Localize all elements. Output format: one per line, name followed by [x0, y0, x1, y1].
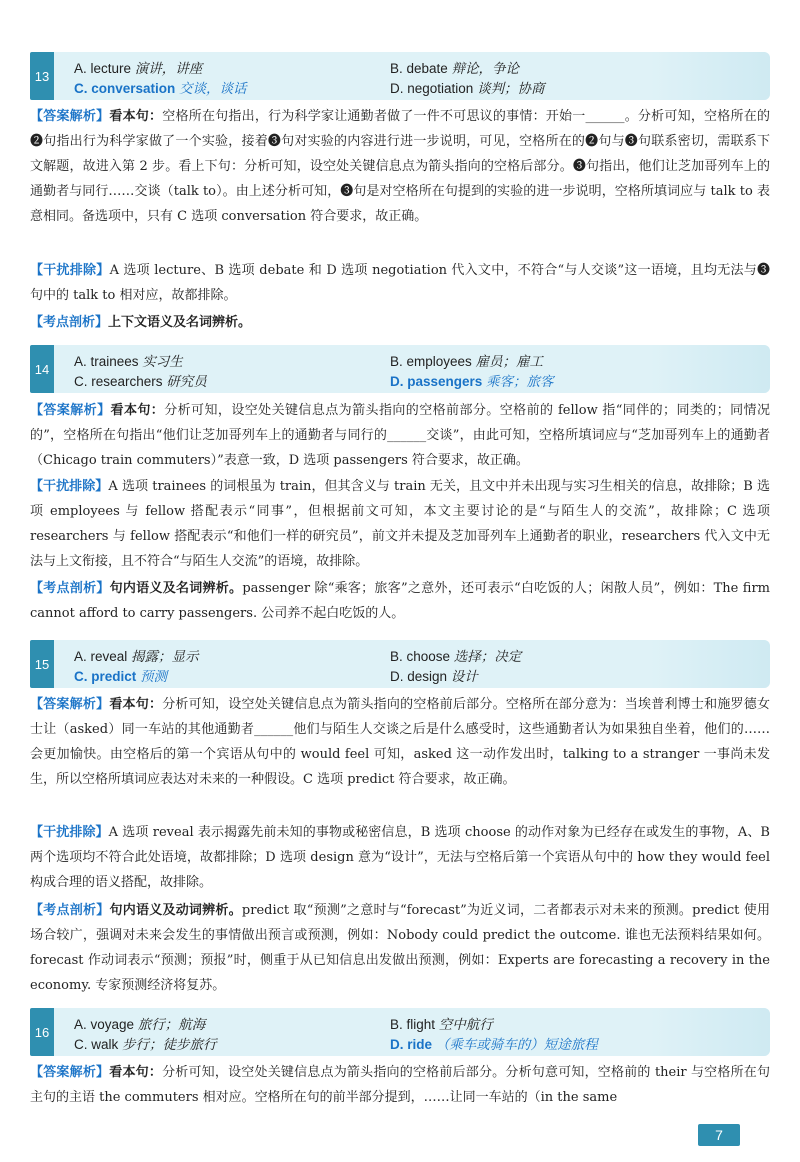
- question-number: 13: [30, 52, 54, 100]
- question-14-options: [30, 345, 770, 393]
- answer-analysis: 【答案解析】看本句：分析可知，设空处关键信息点为箭头指向的空格前部分。空格前的 fellow 指“同伴的；同类的；同情况的”，空格所在句指出“他们让芝加哥列车上的通勤者与同行的______交谈”，由此可知，空格所填词应与“芝加哥列车上的通勤者（Chicago train commuters）”表意一致，D 选项 passengers 符合要求，故正确。: [30, 403, 770, 468]
- page-number: 7: [698, 1124, 740, 1146]
- option-a: A. voyage 旅行；航海: [74, 1017, 206, 1033]
- option-a: A. lecture 演讲，讲座: [74, 61, 203, 77]
- question-15-options: [30, 640, 770, 688]
- option-d: D. design 设计: [390, 669, 478, 685]
- option-c-correct: C. predict 预测: [74, 669, 168, 685]
- question-13-options: [30, 52, 770, 100]
- test-point: 【考点剖析】句内语义及名词辨析。passenger 除“乘客；旅客”之意外，还可表示“白吃饭的人；闲散人员”，例如：The firm cannot afford to carry passengers. 公司养不起白吃饭的人。: [30, 581, 770, 621]
- answer-analysis: 【答案解析】看本句：分析可知，设空处关键信息点为箭头指向的空格前后部分。空格所在部分意为：当埃普利博士和施罗德女士让（asked）同一车站的其他通勤者______他们与陌生人交谈之后是什么感受时，这些通勤者认为如果独自坐着，他们的……会更加愉快。由空格后的第一个宾语从句中的 would feel 可知，asked 这一动作发出时，talking to a stranger 一事尚未发生，所以空格所填词应表达对未来的一种假设。C 选项 predict 符合要求，故正确。: [30, 697, 770, 787]
- option-d: D. negotiation 谈判；协商: [390, 81, 545, 97]
- question-number: 16: [30, 1008, 54, 1056]
- test-point: 【考点剖析】上下文语义及名词辨析。: [30, 315, 252, 330]
- question-number: 14: [30, 345, 54, 393]
- option-a: A. trainees 实习生: [74, 354, 183, 370]
- option-b: B. flight 空中航行: [390, 1017, 493, 1033]
- options-box: [30, 1008, 770, 1056]
- answer-analysis: 【答案解析】看本句：空格所在句指出，行为科学家让通勤者做了一件不可思议的事情：开始一______。分析可知，空格所在的❷句指出行为科学家做了一个实验，接着❸句对实验的内容进行进一步说明，可见，空格所在的❷句与❸句联系密切，需联系下文解题，故进入第 2 步。看上下句：分析可知，设空处关键信息点为箭头指向的空格后部分。❸句指出，他们让芝加哥列车上的通勤者与同行……交谈（talk to）。由上述分析可知，❸句是对空格所在句提到的实验的进一步说明，空格所填词应与 talk to 表意相同。备选项中，只有 C 选项 conversation 符合要求，故正确。: [30, 109, 770, 224]
- question-number: 15: [30, 640, 54, 688]
- option-b: B. debate 辩论，争论: [390, 61, 520, 77]
- option-b: B. choose 选择；决定: [390, 649, 522, 665]
- options-box: [30, 640, 770, 688]
- test-point: 【考点剖析】句内语义及动词辨析。predict 取“预测”之意时与“forecast”为近义词，二者都表示对未来的预测。predict 使用场合较广，强调对未来会发生的事情做出预言或预测，例如：Nobody could predict the outcome. 谁也无法预料结果如何。forecast 作动词表示“预测；预报”时，侧重于从已知信息出发做出预测，例如：Experts are forecasting a recovery in the economy. 专家预测经济将复苏。: [30, 903, 770, 993]
- option-b: B. employees 雇员；雇工: [390, 354, 544, 370]
- option-c: C. researchers 研究员: [74, 374, 207, 390]
- question-16-options: [30, 1008, 770, 1056]
- answer-analysis: 【答案解析】看本句：分析可知，设空处关键信息点为箭头指向的空格前后部分。分析句意可知，空格前的 their 与空格所在句主句的主语 the commuters 相对应。空格所在句的前半部分提到，……让同一车站的（in the same: [30, 1065, 770, 1105]
- option-c-correct: C. conversation 交谈，谈话: [74, 81, 247, 97]
- options-box: [30, 345, 770, 393]
- option-d-correct: D. passengers 乘客；旅客: [390, 374, 554, 390]
- distractor-elimination: 【干扰排除】A 选项 lecture、B 选项 debate 和 D 选项 negotiation 代入文中，不符合“与人交谈”这一语境，且均无法与❸句中的 talk to 相对应，故都排除。: [30, 263, 770, 303]
- option-a: A. reveal 揭露；显示: [74, 649, 199, 665]
- option-c: C. walk 步行；徒步旅行: [74, 1037, 217, 1053]
- options-box: [30, 52, 770, 100]
- option-d-correct: D. ride （乘车或骑车的）短途旅程: [390, 1037, 598, 1053]
- distractor-elimination: 【干扰排除】A 选项 trainees 的词根虽为 train，但其含义与 train 无关，且文中并未出现与实习生相关的信息，故排除；B 选项 employees 与 fellow 搭配表示“同事”，但根据前文可知，本文主要讨论的是“与陌生人的交流”，故排除；C 选项 researchers 与 fellow 搭配表示“和他们一样的研究员”，前文并未提及芝加哥列车上通勤者的职业，researchers 代入文中无法与上文衔接，且不符合“与陌生人交流”的语境，故排除。: [30, 479, 770, 569]
- distractor-elimination: 【干扰排除】A 选项 reveal 表示揭露先前未知的事物或秘密信息，B 选项 choose 的动作对象为已经存在或发生的事物，A、B 两个选项均不符合此处语境，故都排除；D 选项 design 意为“设计”，无法与空格后第一个宾语从句中的 how they would feel 构成合理的语义搭配，故排除。: [30, 825, 770, 890]
